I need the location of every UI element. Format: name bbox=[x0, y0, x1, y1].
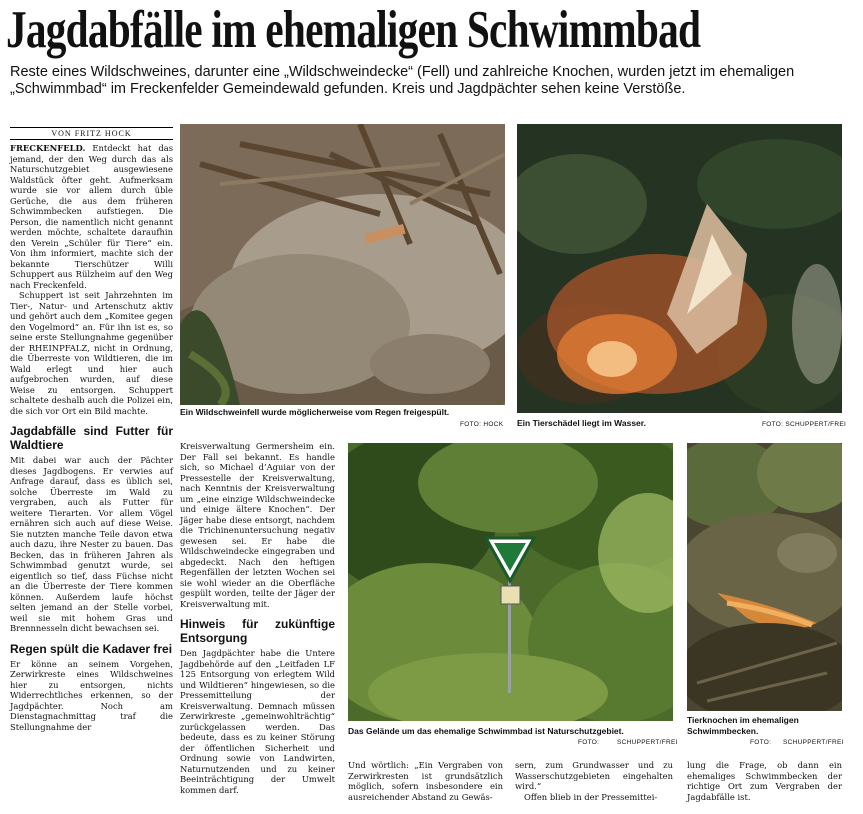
col5-paragraph-1: lung die Frage, ob dann ein ehemaliges Schwimmbecken der richtige Ort zum Vergraben der Jagdabfälle ist. bbox=[687, 760, 842, 802]
credit-photo-2: FOTO: SCHUPPERT/FREI bbox=[762, 421, 847, 428]
col1-paragraph-4: Er könne an seinem Vorgehen, Zerwirkreste eines Wildschweines hier zu entsorgen, nichts Widerrechtliches erkennen, so der Jagdpächter. Noch am Dienstagnachmittag traf die Stellungnahme der bbox=[10, 658, 173, 732]
credit-photo-3: SCHUPPERT/FREI bbox=[617, 739, 678, 746]
col4-paragraph-1: sern, zum Grundwasser und zu Wasserschutzgebieten eingehalten wird.“ bbox=[515, 760, 673, 791]
column-5 bbox=[687, 760, 842, 812]
caption-photo-1: Ein Wildschweinfell wurde möglicherweise vom Regen freigespült. bbox=[180, 407, 450, 417]
photo-tierschaedel bbox=[517, 124, 842, 413]
caption-photo-4: Tierknochen im ehemaligen Schwimmbecken. bbox=[687, 715, 799, 736]
credit-photo-1: FOTO: HOCK bbox=[460, 421, 504, 428]
caption-photo-3: Das Gelände um das ehemalige Schwimmbad ist Naturschutzgebiet. bbox=[348, 726, 624, 736]
col2-paragraph-1: Kreisverwaltung Germersheim ein. Der Fall sei bekannt. Es handle sich, so Michael d’Aguiar von der Pressestelle der Kreisverwaltung, nach Kenntnis der Kreisverwaltung um „eine einzige Wildschweindecke und einige ältere Knochen“. Der Jäger habe diese entsorgt, nachdem die Trichinenuntersuchung negativ gewesen sei. Er habe die Wildschweindecke eingegraben und abgedeckt. Nach den heftigen Regenfällen der letzten Wochen sei sie wohl wieder an die Oberfläche gespült worden, teilte der Jäger der Kreisverwaltung mit. bbox=[180, 441, 335, 609]
col2-paragraph-2: Den Jagdpächter habe die Untere Jagdbehörde auf den „Leitfaden LF 125 Entsorgung von erlegtem Wild und Wildtieren“ hingewiesen, so die Pressemitteilung der Kreisverwaltung. Demnach müssen Zerwirkreste „gemeinwohlträchtig“ zurückgelassen werden. Das bedeute, dass es zu keiner Störung der öffentlichen Sicherheit und Ordnung sowie von Landwirten, Naturnutzenden und zu keiner Beeinträchtigung der Umwelt kommen darf. bbox=[180, 648, 335, 795]
photo-tierknochen bbox=[687, 443, 842, 711]
col4-paragraph-2: Offen blieb in der Pressemittei- bbox=[524, 791, 658, 802]
headline: Jagdabfälle im ehemaligen Schwimmbad bbox=[6, 1, 701, 59]
lead-paragraph: Reste eines Wildschweines, darunter eine „Wildschweindecke“ (Fell) und zahlreiche Knochen, wurden jetzt im ehemaligen „Schwimmbad“ im Freckenfelder Gemeindewald gefunden. Kreis und Jagdpächter sehen keine Verstöße. bbox=[10, 64, 795, 97]
photo-wildschweinfell bbox=[180, 124, 505, 405]
subheading-jagdabfaelle: Jagdabfälle sind Futter für Waldtiere bbox=[10, 424, 173, 452]
subheading-regen: Regen spült die Kadaver frei bbox=[10, 641, 173, 656]
column-1 bbox=[10, 143, 173, 811]
col1-paragraph-3: Mit dabei war auch der Pächter dieses Jagdbogens. Er verwies auf Anfrage darauf, dass es üblich sei, solche Überreste im Wald zu vergraben, auch als Futter für weitere Tierarten. Vor allem Vögel ernähren sich auch auf diese Weise. Sie nutzten manche Teile davon etwa auch dazu, ihre Nester zu bauen. Das Becken, das in früheren Jahren als Schwimmbad genutzt wurde, sei eigentlich so tief, dass Füchse nicht an die Überreste der Tiere kommen können. Außerdem laufe höchst selten jemand an der Stelle vorbei, weil sie mit hohem Gras und Brennnesseln dicht bewachsen sei. bbox=[10, 455, 173, 633]
photo-naturschutzgebiet bbox=[348, 443, 673, 721]
fur-photo-illustration bbox=[180, 124, 505, 405]
credit-photo-4: SCHUPPERT/FREI bbox=[783, 739, 844, 746]
reserve-photo-illustration bbox=[348, 443, 673, 721]
column-2 bbox=[180, 441, 335, 809]
subheading-hinweis: Hinweis für zukünftige Entsorgung bbox=[180, 617, 335, 645]
col1-paragraph-2: Schuppert ist seit Jahrzehnten im Tier-, Natur- und Artenschutz aktiv und gehört auch dem „Komitee gegen den Vogelmord“ an. Für ihn ist es, so seine erste Stellungnahme gegenüber der RHEINPFALZ, nicht in Ordnung, die Überreste von Wildtieren, die im Wald erlegt und hier auch aufgebrochen wurden, auf diese Weise zu entsorgen. Schuppert schaltete deshalb auch die Polizei ein, die sich vor Ort ein Bild machte. bbox=[10, 290, 173, 416]
column-4 bbox=[515, 760, 673, 812]
byline: VON FRITZ HOCK bbox=[10, 127, 173, 140]
credit-label-photo-3: FOTO: bbox=[578, 739, 600, 746]
credit-label-photo-4: FOTO: bbox=[750, 739, 772, 746]
caption-photo-2: Ein Tierschädel liegt im Wasser. bbox=[517, 418, 646, 428]
skull-photo-illustration bbox=[517, 124, 842, 413]
col1-paragraph-1: Entdeckt hat das jemand, der den Weg durch das als Naturschutzgebiet ausgewiesene Waldstück öfter geht. Aufmerksam wurde sie vor allem durch üble Gerüche, die aus dem früheren Schwimmbecken aufstiegen. Die Person, die namentlich nicht genannt werden möchte, schaltete daraufhin den Verein „Schüler für Tiere“ ein. Von ihm informiert, machte sich der bekannte Tierschützer Willi Schuppert aus Rülzheim auf den Weg nach Freckenfeld. bbox=[10, 143, 173, 290]
column-3 bbox=[348, 760, 503, 812]
col3-paragraph-1: Und wörtlich: „Ein Vergraben von Zerwirkresten ist grundsätzlich möglich, sofern insbesondere ein ausreichender Abstand zu Gewäs- bbox=[348, 760, 503, 802]
bones-photo-illustration bbox=[687, 443, 842, 711]
dateline: FRECKENFELD. bbox=[10, 143, 86, 153]
